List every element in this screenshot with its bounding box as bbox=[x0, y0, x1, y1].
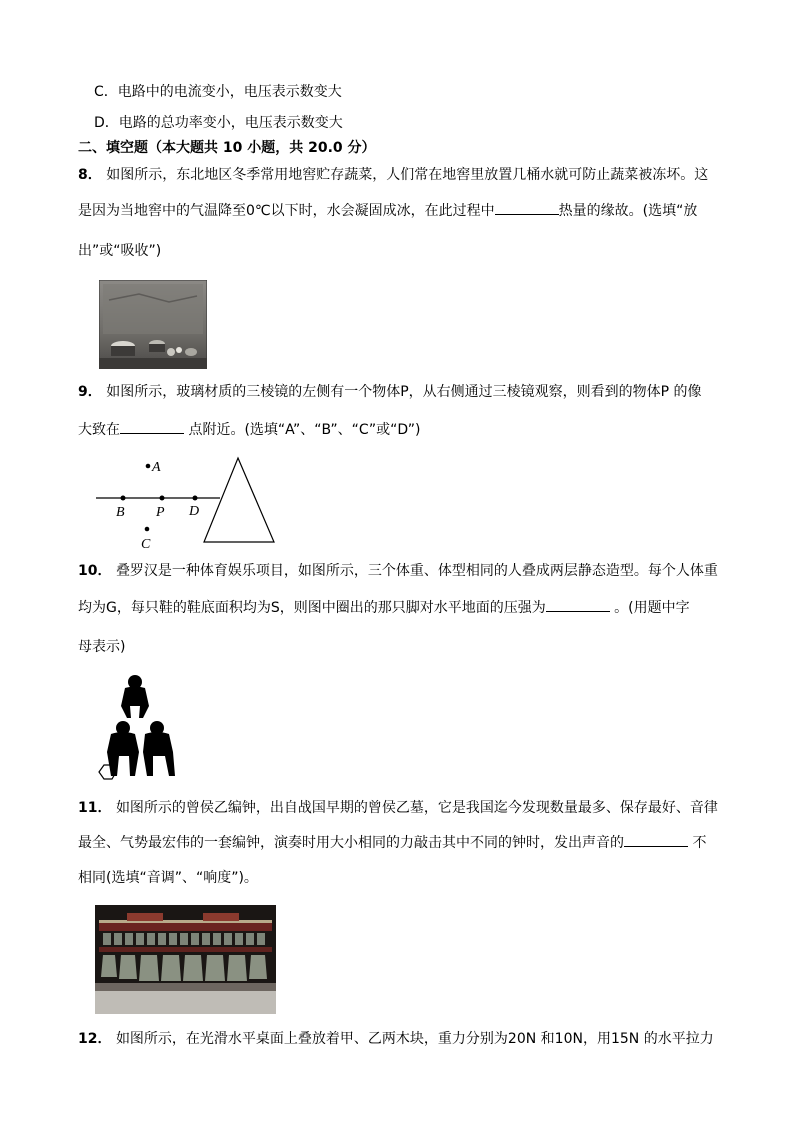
q10-line2 bbox=[78, 597, 690, 618]
q8-text-1: 如图所示，东北地区冬季常用地窖贮存蔬菜，人们常在地窖里放置几桶水就可防止蔬菜被冻坏。这 bbox=[106, 167, 709, 183]
q9-text-2b: 点附近。(选填“A”、“B”、“C”或“D”) bbox=[184, 422, 421, 438]
label-d: D bbox=[189, 504, 200, 519]
q11-text-2b: 不 bbox=[688, 835, 707, 851]
q8-line1 bbox=[78, 165, 708, 185]
q9-number: 9． bbox=[78, 384, 102, 400]
q11-text-1: 如图所示的曾侯乙编钟，出自战国早期的曾侯乙墓，它是我国迄今发现数量最多、保存最好、音律 bbox=[115, 800, 718, 816]
label-a: A bbox=[152, 460, 161, 475]
q11-number: 11． bbox=[78, 800, 112, 816]
q12-number: 12． bbox=[78, 1031, 112, 1047]
human-pyramid-figure bbox=[95, 672, 185, 784]
q10-answer-blank[interactable] bbox=[546, 597, 610, 612]
q11-answer-blank[interactable] bbox=[624, 832, 688, 847]
label-p: P bbox=[156, 505, 165, 520]
q8-number: 8． bbox=[78, 167, 102, 183]
q9-line1 bbox=[78, 382, 702, 402]
q9-text-1: 如图所示，玻璃材质的三棱镜的左侧有一个物体P，从右侧通过三棱镜观察，则看到的物体P 的像 bbox=[106, 384, 702, 400]
q8-line3: 出”或“吸收”) bbox=[78, 243, 162, 259]
q12-line1 bbox=[78, 1029, 714, 1049]
q8-line2 bbox=[78, 200, 697, 221]
q10-number: 10． bbox=[78, 563, 112, 579]
q11-line3: 相同(选填“音调”、“响度”)。 bbox=[78, 870, 258, 886]
q10-text-2b: 。(用题中字 bbox=[609, 600, 690, 616]
prism-diagram bbox=[96, 452, 278, 552]
option-c: C．电路中的电流变小，电压表示数变大 bbox=[94, 84, 342, 100]
q10-text-1: 叠罗汉是一种体育娱乐项目，如图所示，三个体重、体型相同的人叠成两层静态造型。每个人体重 bbox=[115, 563, 718, 579]
q10-text-2a: 均为G，每只鞋的鞋底面积均为S，则图中圈出的那只脚对水平地面的压强为 bbox=[78, 600, 546, 616]
q9-line2 bbox=[78, 419, 421, 440]
q10-line1 bbox=[78, 561, 718, 581]
chime-bells-photo bbox=[95, 905, 276, 1014]
q11-line2 bbox=[78, 832, 706, 853]
cellar-photo bbox=[99, 280, 207, 369]
option-d: D．电路的总功率变小，电压表示数变大 bbox=[94, 115, 343, 131]
q8-text-2b: 热量的缘故。(选填“放 bbox=[558, 203, 698, 219]
q11-line1 bbox=[78, 798, 718, 818]
q12-text-1: 如图所示，在光滑水平桌面上叠放着甲、乙两木块，重力分别为20N 和10N，用15N 的水平拉力 bbox=[115, 1031, 714, 1047]
section-heading: 二、填空题（本大题共 10 小题，共 20.0 分） bbox=[78, 140, 376, 156]
label-b: B bbox=[116, 505, 125, 520]
q8-answer-blank[interactable] bbox=[495, 200, 559, 215]
q10-line3: 母表示) bbox=[78, 639, 126, 655]
q8-text-2a: 是因为当地窖中的气温降至0℃以下时，水会凝固成冰，在此过程中 bbox=[78, 203, 495, 219]
q11-text-2a: 最全、气势最宏伟的一套编钟，演奏时用大小相同的力敲击其中不同的钟时，发出声音的 bbox=[78, 835, 624, 851]
q9-text-2a: 大致在 bbox=[78, 422, 120, 438]
label-c: C bbox=[141, 537, 151, 552]
q9-answer-blank[interactable] bbox=[120, 419, 184, 434]
